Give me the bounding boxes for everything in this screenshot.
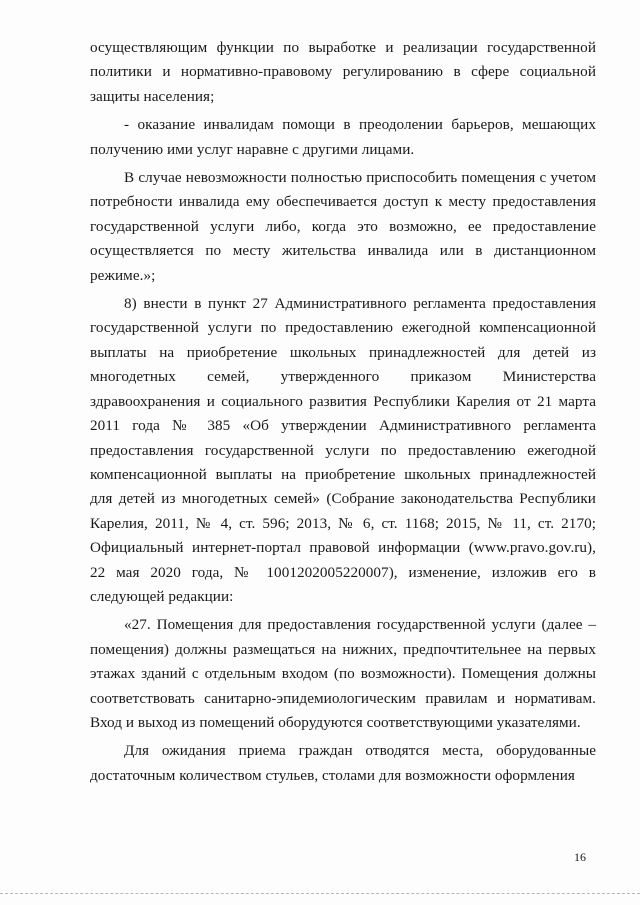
scan-edge-line bbox=[0, 893, 640, 895]
paragraph: 8) внести в пункт 27 Административного регламента предоставления государственной услуги по предоставлению ежегодной компенсационной выплаты на приобретение школьных принадлежностей для детей из многодетных семей, утвержденного приказом Министерства здравоохранения и социального развития Республики Карелия от 21 марта 2011 года № 385 «Об утверждении Административного регламента предоставления государственной услуги по предоставлению ежегодной компенсационной выплаты на приобретение школьных принадлежностей для детей из многодетных семей» (Собрание законодательства Республики Карелия, 2011, № 4, ст. 596; 2013, № 6, ст. 1168; 2015, № 11, ст. 2170; Официальный интернет-портал правовой информации (www.pravo.gov.ru), 22 мая 2020 года, № 1001202005220007), изменение, изложив его в следующей редакции: bbox=[90, 295, 596, 605]
paragraph: - оказание инвалидам помощи в преодолении барьеров, мешающих получению ими услуг наравне с другими лицами. bbox=[90, 116, 596, 158]
paragraph: осуществляющим функции по выработке и реализации государственной политики и нормативно-правовому регулированию в сфере социальной защиты населения; bbox=[90, 39, 596, 105]
paragraph: В случае невозможности полностью приспособить помещения с учетом потребности инвалида ему обеспечивается доступ к месту предоставления государственной услуги либо, когда это возможно, ее предоставление осуществляется по месту жительства инвалида или в дистанционном режиме.»; bbox=[90, 169, 596, 284]
page-number: 16 bbox=[574, 850, 586, 864]
paragraph: Для ожидания приема граждан отводятся места, оборудованные достаточным количеством стульев, столами для возможности оформления bbox=[90, 742, 596, 784]
paragraph: «27. Помещения для предоставления государственной услуги (далее – помещения) должны размещаться на нижних, предпочтительнее на первых этажах зданий с отдельным входом (по возможности). Помещения должны соответствовать санитарно-эпидемиологическим правилам и нормативам. Вход и выход из помещений оборудуются соответствующими указателями. bbox=[90, 616, 596, 731]
document-body bbox=[90, 36, 596, 792]
